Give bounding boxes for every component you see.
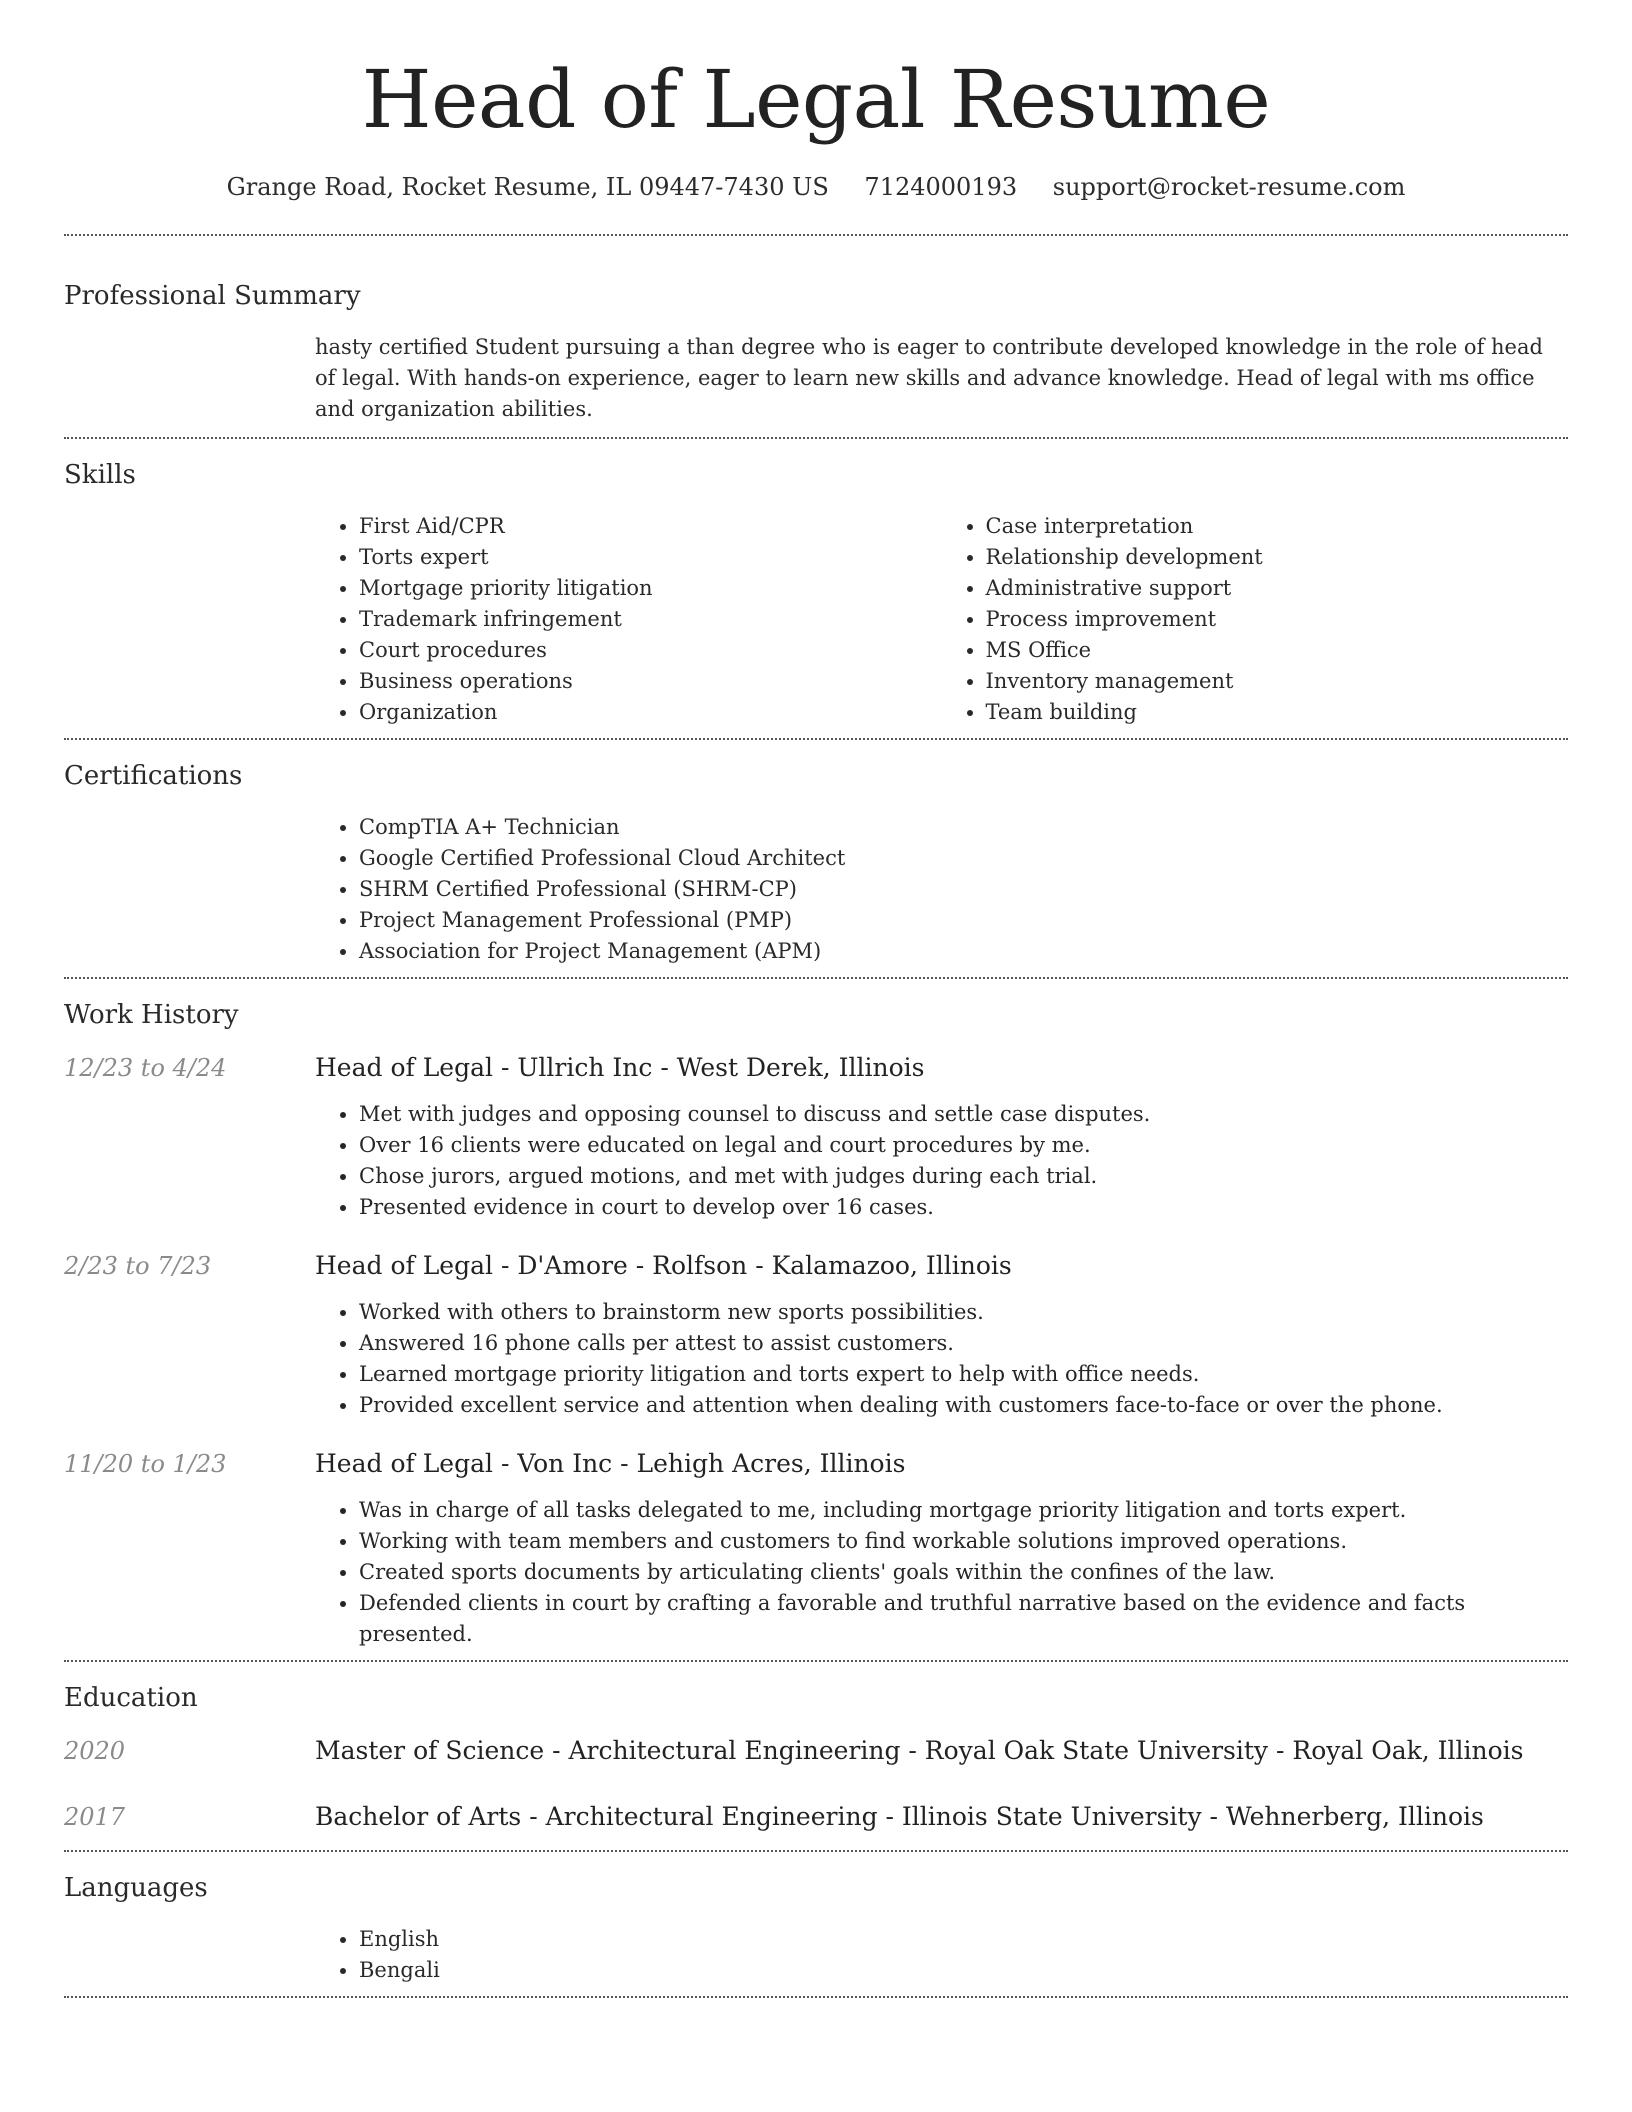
skills-columns xyxy=(315,511,1568,728)
work-history-section xyxy=(64,979,1568,1660)
skill-item: • Process improvement xyxy=(986,604,1569,635)
skill-item: • First Aid/CPR xyxy=(359,511,942,542)
contact-phone: 7124000193 xyxy=(864,173,1018,201)
contact-email: support@rocket-resume.com xyxy=(1052,173,1406,201)
job-bullets xyxy=(315,1297,1568,1421)
job-bullet: • Created sports documents by articulating clients' goals within the confines of the law. xyxy=(359,1557,1568,1588)
summary-section xyxy=(64,236,1568,437)
skill-item: • Case interpretation xyxy=(986,511,1569,542)
job-bullet: • Over 16 clients were educated on legal and court procedures by me. xyxy=(359,1130,1568,1161)
skill-item: • MS Office xyxy=(986,635,1569,666)
job-bullets xyxy=(315,1495,1568,1650)
skill-item: • Mortgage priority litigation xyxy=(359,573,942,604)
skills-list-right xyxy=(942,511,1569,728)
job-bullet: • Answered 16 phone calls per attest to assist customers. xyxy=(359,1328,1568,1359)
skill-item: • Court procedures xyxy=(359,635,942,666)
skill-item: • Inventory management xyxy=(986,666,1569,697)
language-item: • English xyxy=(359,1924,1568,1955)
language-item: • Bengali xyxy=(359,1955,1568,1986)
job-bullet: • Presented evidence in court to develop over 16 cases. xyxy=(359,1192,1568,1223)
job-bullet: • Met with judges and opposing counsel to discuss and settle case disputes. xyxy=(359,1099,1568,1130)
summary-body xyxy=(315,332,1568,427)
section-divider xyxy=(64,1996,1568,1998)
certification-item: • SHRM Certified Professional (SHRM-CP) xyxy=(359,874,1568,905)
resume-header xyxy=(64,0,1568,204)
job-dates: 12/23 to 4/24 xyxy=(64,1054,227,1082)
certification-item: • Project Management Professional (PMP) xyxy=(359,905,1568,936)
skill-item: • Team building xyxy=(986,697,1569,728)
languages-section xyxy=(64,1852,1568,1996)
job-entry xyxy=(64,1051,1568,1223)
job-details xyxy=(315,1249,1568,1421)
skill-item: • Organization xyxy=(359,697,942,728)
education-details xyxy=(315,1734,1568,1768)
certifications-list xyxy=(315,812,1568,967)
skill-item: • Trademark infringement xyxy=(359,604,942,635)
section-title-work-history: Work History xyxy=(64,1000,239,1030)
job-dates: 11/20 to 1/23 xyxy=(64,1450,227,1478)
education-details xyxy=(315,1800,1568,1834)
job-bullet: • Provided excellent service and attention when dealing with customers face-to-face or over the phone. xyxy=(359,1390,1568,1421)
skill-item: • Administrative support xyxy=(986,573,1569,604)
certification-item: • Google Certified Professional Cloud Architect xyxy=(359,843,1568,874)
job-bullet: • Worked with others to brainstorm new sports possibilities. xyxy=(359,1297,1568,1328)
education-section xyxy=(64,1662,1568,1850)
section-title-summary: Professional Summary xyxy=(64,281,361,311)
languages-body xyxy=(315,1924,1568,1986)
section-title-skills: Skills xyxy=(64,460,136,490)
certifications-section xyxy=(64,740,1568,977)
skills-list-left xyxy=(315,511,942,728)
certification-item: • CompTIA A+ Technician xyxy=(359,812,1568,843)
job-dates: 2/23 to 7/23 xyxy=(64,1252,212,1280)
section-title-education: Education xyxy=(64,1683,198,1713)
job-details xyxy=(315,1051,1568,1223)
skill-item: • Torts expert xyxy=(359,542,942,573)
page-title: Head of Legal Resume xyxy=(361,53,1271,146)
job-title: Head of Legal - Von Inc - Lehigh Acres, Illinois xyxy=(315,1449,906,1478)
job-title: Head of Legal - D'Amore - Rolfson - Kalamazoo, Illinois xyxy=(315,1251,1012,1280)
education-entry xyxy=(64,1800,1568,1834)
education-degree: Bachelor of Arts - Architectural Engineering - Illinois State University - Wehnerberg, Illinois xyxy=(315,1802,1484,1831)
skill-item: • Business operations xyxy=(359,666,942,697)
job-details xyxy=(315,1447,1568,1650)
education-entry xyxy=(64,1734,1568,1768)
certification-item: • Association for Project Management (APM) xyxy=(359,936,1568,967)
job-entry xyxy=(64,1447,1568,1650)
job-bullets xyxy=(315,1099,1568,1223)
job-bullet: • Working with team members and customers to find workable solutions improved operations. xyxy=(359,1526,1568,1557)
education-degree: Master of Science - Architectural Engineering - Royal Oak State University - Royal Oak, Illinois xyxy=(315,1736,1524,1765)
section-title-languages: Languages xyxy=(64,1873,208,1903)
section-title-certifications: Certifications xyxy=(64,761,243,791)
contact-line xyxy=(64,170,1568,204)
education-year: 2017 xyxy=(64,1803,126,1831)
job-bullet: • Defended clients in court by crafting a favorable and truthful narrative based on the evidence and facts presented. xyxy=(359,1588,1568,1650)
summary-text: hasty certified Student pursuing a than degree who is eager to contribute developed knowledge in the role of head of legal. With hands-on experience, eager to learn new skills and advance knowledge. Head of legal with ms office and organization abilities. xyxy=(315,335,1543,421)
job-bullet: • Chose jurors, argued motions, and met with judges during each trial. xyxy=(359,1161,1568,1192)
skills-section xyxy=(64,439,1568,738)
education-year: 2020 xyxy=(64,1737,126,1765)
skill-item: • Relationship development xyxy=(986,542,1569,573)
job-bullet: • Was in charge of all tasks delegated to me, including mortgage priority litigation and torts expert. xyxy=(359,1495,1568,1526)
contact-address: Grange Road, Rocket Resume, IL 09447-7430 US xyxy=(226,173,829,201)
job-entry xyxy=(64,1249,1568,1421)
job-bullet: • Learned mortgage priority litigation and torts expert to help with office needs. xyxy=(359,1359,1568,1390)
languages-list xyxy=(315,1924,1568,1986)
certifications-body xyxy=(315,812,1568,967)
job-title: Head of Legal - Ullrich Inc - West Derek, Illinois xyxy=(315,1053,925,1082)
